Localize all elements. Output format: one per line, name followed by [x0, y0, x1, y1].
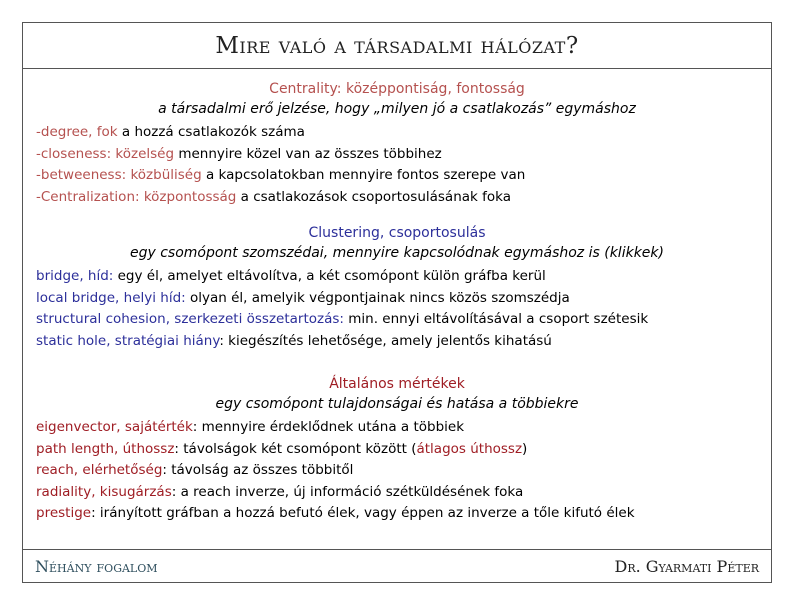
section-general-measures	[23, 374, 771, 525]
slide-title: Mire való a társadalmi hálózat?	[215, 32, 579, 59]
term-list	[36, 122, 771, 208]
definition: : mennyire érdeklődnek utána a többiek	[192, 419, 465, 435]
definition-tail: )	[522, 440, 528, 457]
definition: : távolságok két csomópont között (	[174, 440, 417, 457]
list-item	[36, 439, 771, 461]
definition: a kapcsolatokban mennyire fontos szerepe van	[201, 167, 526, 183]
section-heading: Centrality: középpontiság, fontosság	[269, 81, 525, 97]
footer-topic: Néhány fogalom	[35, 556, 158, 576]
list-item	[36, 503, 771, 525]
definition: olyan él, amelyik végpontjainak nincs közös szomszédja	[185, 289, 570, 306]
list-item	[36, 165, 771, 187]
section-heading: Clustering, csoportosulás	[308, 225, 486, 241]
definition: a hozzá csatlakozók száma	[117, 124, 305, 140]
definition: a csatlakozások csoportosulásának foka	[236, 188, 512, 205]
term: radiality, kisugárzás	[36, 483, 172, 500]
list-item	[36, 144, 771, 166]
section-centrality	[23, 79, 771, 208]
list-item	[36, 122, 771, 144]
definition: : kiegészítés lehetősége, amely jelentős kihatású	[219, 332, 552, 349]
definition: mennyire közel van az összes többihez	[174, 145, 442, 162]
term: -closeness: közelség	[36, 145, 175, 162]
term: -betweeness: közbüliség	[36, 167, 202, 183]
term-extra: átlagos úthossz	[416, 440, 523, 457]
list-item	[36, 460, 771, 482]
list-item	[36, 187, 771, 209]
list-item	[36, 266, 771, 288]
term: -Centralization: központosság	[36, 188, 237, 205]
term: local bridge, helyi híd:	[36, 289, 186, 306]
section-subtitle: a társadalmi erő jelzése, hogy „milyen jó a csatlakozás” egymáshoz	[158, 101, 636, 117]
list-item	[36, 288, 771, 310]
definition: : a reach inverze, új információ szétküldésének foka	[171, 483, 524, 500]
list-item	[36, 482, 771, 504]
term-list	[36, 266, 771, 352]
section-clustering	[23, 223, 771, 352]
term: structural cohesion, szerkezeti összetartozás:	[36, 311, 344, 327]
term: -degree, fok	[36, 124, 118, 140]
term: reach, elérhetőség	[36, 462, 163, 478]
slide-frame	[22, 22, 772, 583]
slide-content	[23, 69, 771, 549]
definition: : távolság az összes többitől	[162, 462, 354, 478]
section-subtitle: egy csomópont szomszédai, mennyire kapcsolódnak egymáshoz is (klikkek)	[129, 245, 664, 261]
definition: : irányított gráfban a hozzá befutó élek, vagy éppen az inverze a tőle kifutó élek	[91, 505, 635, 521]
title-bar	[23, 23, 771, 69]
definition: egy él, amelyet eltávolítva, a két csomópont külön gráfba kerül	[113, 268, 546, 284]
term: prestige	[36, 505, 92, 521]
list-item	[36, 309, 771, 331]
term: eigenvector, sajátérték	[36, 419, 193, 435]
footer-bar	[23, 549, 771, 582]
section-subtitle: egy csomópont tulajdonságai és hatása a többiekre	[215, 396, 579, 412]
definition: min. ennyi eltávolításával a csoport szétesik	[343, 311, 649, 327]
list-item	[36, 331, 771, 353]
term-list	[36, 417, 771, 525]
term: bridge, híd:	[36, 268, 114, 284]
section-heading: Általános mértékek	[329, 376, 465, 392]
term: static hole, stratégiai hiány	[36, 332, 220, 349]
term: path length, úthossz	[36, 440, 175, 457]
list-item	[36, 417, 771, 439]
footer-author: Dr. Gyarmati Péter	[614, 556, 759, 576]
